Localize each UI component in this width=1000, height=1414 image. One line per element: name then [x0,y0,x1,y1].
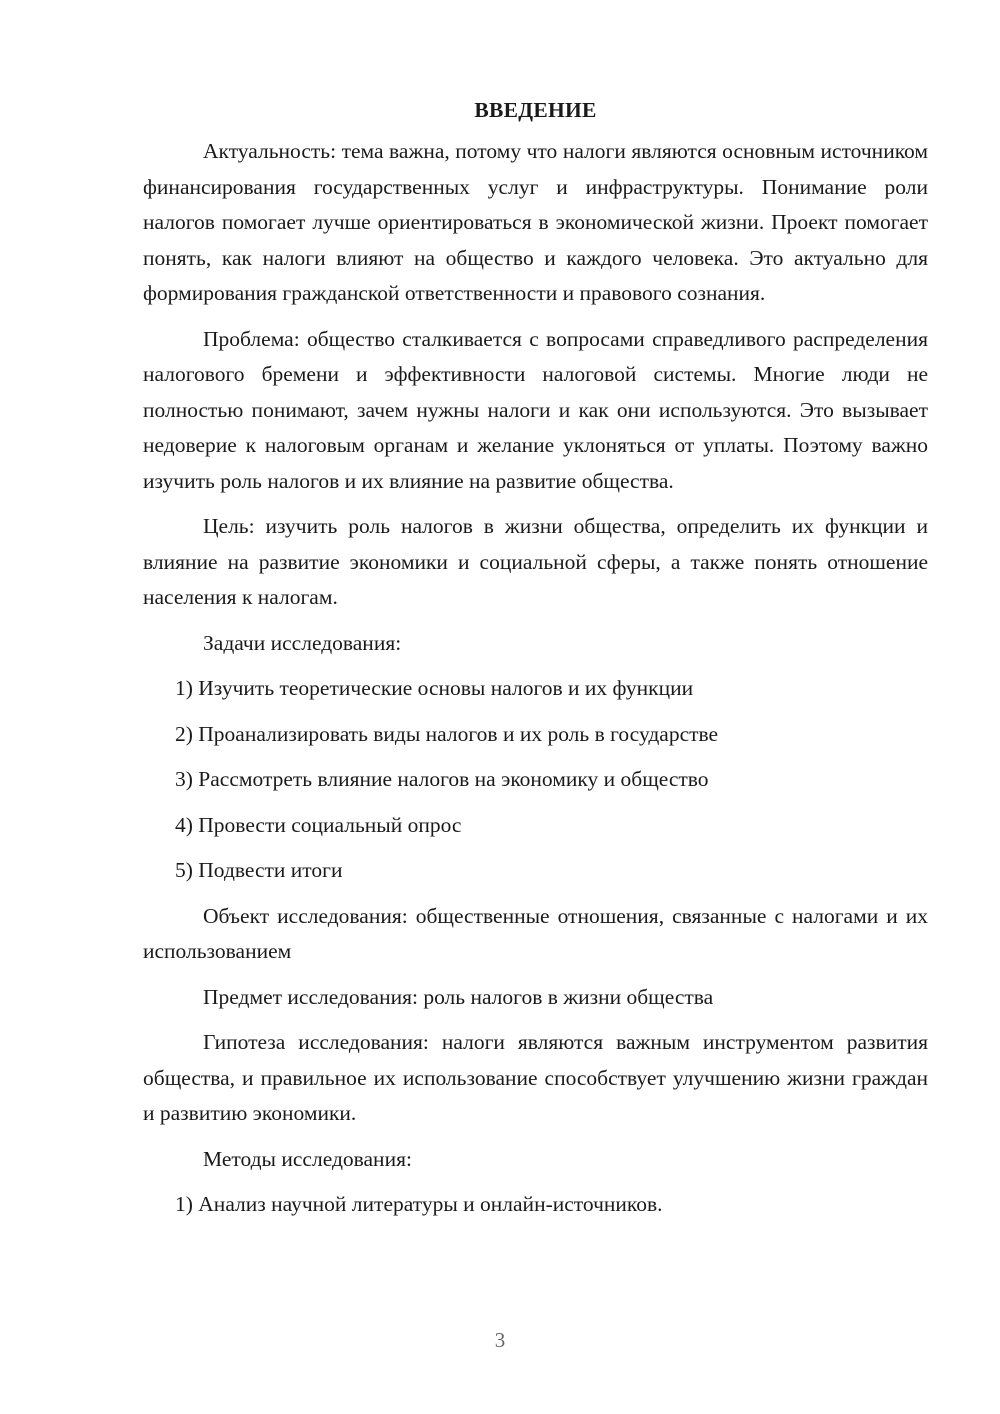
methods-list [143,1187,928,1223]
subject-paragraph: Предмет исследования: роль налогов в жизни общества [203,984,714,1009]
tasks-title: Задачи исследования: [203,630,402,655]
goal-paragraph: Цель: изучить роль налогов в жизни общества, определить их функции и влияние на развитие экономики и социальной сферы, а также понять отношение населения к налогам. [143,514,928,609]
methods-title: Методы исследования: [203,1146,412,1171]
list-item: 2) Проанализировать виды налогов и их роль в государстве [175,721,719,746]
problem-paragraph: Проблема: общество сталкивается с вопросами справедливого распределения налогового бремени и эффективности налоговой системы. Многие люди не полностью понимают, зачем нужны налоги и как они используются. Это вызывает недоверие к налоговым органам и желание уклоняться от уплаты. Поэтому важно изучить роль налогов и их влияние на развитие общества. [143,326,928,493]
list-item: 1) Изучить теоретические основы налогов и их функции [175,676,694,700]
tasks-list [143,671,928,889]
list-item: 3) Рассмотреть влияние налогов на экономику и общество [175,767,709,791]
object-paragraph: Объект исследования: общественные отношения, связанные с налогами и их использованием [143,903,928,963]
document-page [143,94,928,1233]
list-item: 1) Анализ научной литературы и онлайн-источников. [175,1192,663,1216]
section-heading: ВВЕДЕНИЕ [474,98,597,122]
relevance-paragraph: Актуальность: тема важна, потому что налоги являются основным источником финансирования государственных услуг и инфраструктуры. Понимание роли налогов помогает лучше ориентироваться в экономической жизни. Проект помогает понять, как налоги влияют на общество и каждого человека. Это актуально для формирования гражданской ответственности и правового сознания. [143,139,928,305]
page-number: 3 [494,1328,506,1352]
list-item: 5) Подвести итоги [175,858,343,882]
hypothesis-paragraph: Гипотеза исследования: налоги являются важным инструментом развития общества, и правильное их использование способствует улучшению жизни граждан и развитию экономики. [143,1030,928,1125]
list-item: 4) Провести социальный опрос [175,812,462,837]
